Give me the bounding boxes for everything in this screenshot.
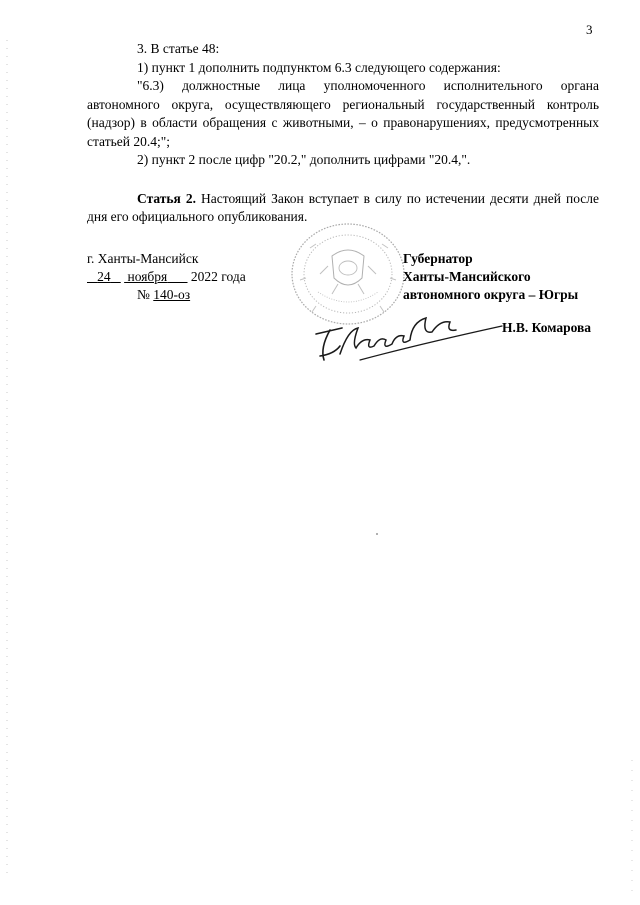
governor-title-line2: Ханты-Мансийского bbox=[403, 269, 531, 284]
law-number-prefix: № bbox=[137, 287, 154, 302]
governor-title-line3: автономного округа – Югры bbox=[403, 287, 579, 302]
date-day: 24 bbox=[97, 269, 111, 284]
article-2-heading: Статья 2. bbox=[137, 190, 197, 206]
paragraph: "6.3) должностные лица уполномоченного исполнительного органа автономного округа, осуществляющего региональный государственный контроль (надзор) в области обращения с животными, – о правонарушениях, предусмотренных статьей 20.4;"; bbox=[87, 78, 599, 149]
date-month: ноября bbox=[127, 269, 168, 284]
page-number: 3 bbox=[586, 22, 593, 37]
paragraph: 3. В статье 48: bbox=[137, 41, 220, 56]
paragraph: 2) пункт 2 после цифр "20.2," дополнить цифрами "20.4,". bbox=[137, 152, 471, 167]
governor-title-line1: Губернатор bbox=[403, 251, 473, 266]
place: г. Ханты-Мансийск bbox=[87, 251, 199, 266]
paragraph: 1) пункт 1 дополнить подпунктом 6.3 следующего содержания: bbox=[137, 59, 501, 75]
governor-name: Н.В. Комарова bbox=[502, 320, 592, 335]
article-2-text: Настоящий Закон вступает в силу по истечении десяти дней после дня его официального опубликования. bbox=[87, 190, 599, 224]
law-number: 140-оз bbox=[153, 287, 191, 302]
date-year: 2022 года bbox=[190, 269, 246, 284]
